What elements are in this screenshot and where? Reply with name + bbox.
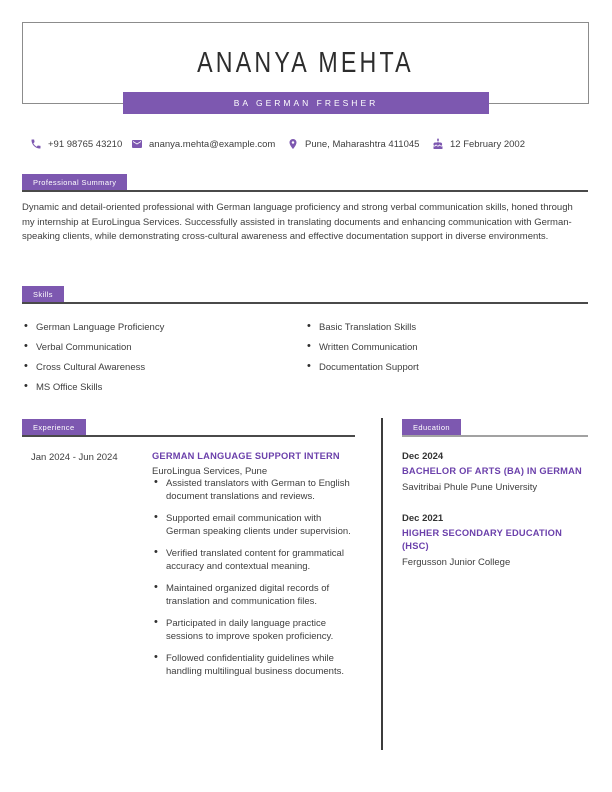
skill-item: • Verbal Communication xyxy=(22,341,272,354)
education-list xyxy=(402,450,590,587)
skill-item: • Written Communication xyxy=(305,341,555,354)
birthdate-text: 12 February 2002 xyxy=(450,138,525,150)
experience-entry xyxy=(152,450,356,686)
experience-job-title: GERMAN LANGUAGE SUPPORT INTERN xyxy=(152,451,340,461)
experience-bullet-list xyxy=(152,477,356,678)
experience-dates: Jan 2024 - Jun 2024 xyxy=(31,452,118,463)
phone-icon xyxy=(30,138,42,150)
location-text: Pune, Maharashtra 411045 xyxy=(305,138,420,150)
section-experience xyxy=(22,417,355,437)
skill-item: • MS Office Skills xyxy=(22,381,272,394)
cake-icon xyxy=(432,138,444,150)
experience-bullet: • Assisted translators with German to English document translations and reviews. xyxy=(152,477,356,503)
education-entry xyxy=(402,450,590,494)
experience-bullet: • Participated in daily language practice sessions to improve spoken proficiency. xyxy=(152,617,356,643)
candidate-name: ANANYA MEHTA xyxy=(197,46,414,79)
education-date: Dec 2024 xyxy=(402,451,444,462)
summary-paragraph: Dynamic and detail-oriented professional with German language proficiency and strong verbal communication skills, honed through my internship at EuroLingua Services. Successfully assisted in translating documents and enhancing communication with German-speaking clients, while demonstrating cross-cultural awareness and effective documentation support in diverse environments. xyxy=(22,202,573,243)
skills-list-right xyxy=(305,321,555,381)
section-tag-experience: Experience xyxy=(22,419,86,435)
skill-item: • Cross Cultural Awareness xyxy=(22,361,272,374)
section-skills xyxy=(22,284,588,304)
education-date: Dec 2021 xyxy=(402,513,444,524)
experience-bullet: • Verified translated content for grammatical accuracy and contextual meaning. xyxy=(152,547,356,573)
column-divider xyxy=(381,418,383,750)
contact-phone xyxy=(30,136,122,152)
education-school: Savitribai Phule Pune University xyxy=(402,482,538,493)
education-school: Fergusson Junior College xyxy=(402,557,511,568)
section-tag-skills: Skills xyxy=(22,286,64,302)
experience-bullet: • Followed confidentiality guidelines while handling multilingual business documents. xyxy=(152,652,356,678)
phone-number: +91 98765 43210 xyxy=(48,138,123,150)
contact-email xyxy=(131,136,275,152)
education-degree: HIGHER SECONDARY EDUCATION (HSC) xyxy=(402,528,562,551)
section-tag-education: Education xyxy=(402,419,461,435)
experience-bullet: • Maintained organized digital records of translation and communication files. xyxy=(152,582,356,608)
location-pin-icon xyxy=(287,138,299,150)
section-professional-summary xyxy=(22,172,588,192)
skills-list-left xyxy=(22,321,272,401)
skill-item: • Documentation Support xyxy=(305,361,555,374)
skill-item: • German Language Proficiency xyxy=(22,321,272,334)
education-entry xyxy=(402,512,590,569)
experience-company: EuroLingua Services, Pune xyxy=(152,466,268,477)
section-education xyxy=(402,417,588,437)
contact-location xyxy=(287,136,419,152)
email-address: ananya.mehta@example.com xyxy=(149,138,276,150)
job-title-banner xyxy=(123,92,489,114)
education-degree: BACHELOR OF ARTS (BA) IN GERMAN xyxy=(402,466,582,476)
section-tag-professional-summary: Professional Summary xyxy=(22,174,127,190)
mail-icon xyxy=(131,138,143,150)
job-title-text: BA GERMAN FRESHER xyxy=(233,98,379,108)
contact-birthdate xyxy=(432,136,525,152)
experience-bullet: • Supported email communication with German speaking clients under supervision. xyxy=(152,512,356,538)
skill-item: • Basic Translation Skills xyxy=(305,321,555,334)
